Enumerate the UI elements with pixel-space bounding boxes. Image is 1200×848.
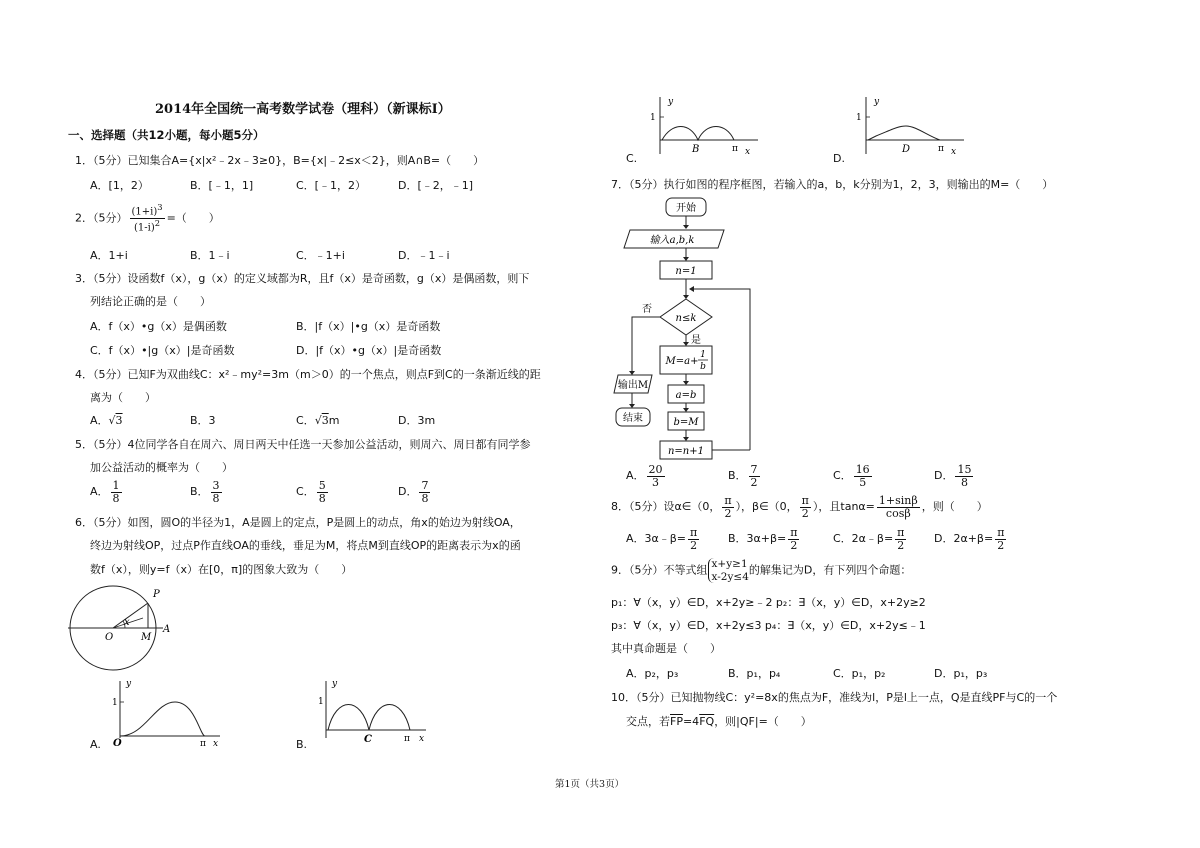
q7-a-num: 20 — [648, 463, 663, 476]
graph-c-mark: B — [692, 144, 700, 155]
fig-label-x: x — [124, 617, 130, 628]
fc-input: 输入a,b,k — [649, 235, 695, 246]
q9-option-d: D．p₁，p₃ — [934, 667, 988, 680]
q3-option-d: D．|f（x）•g（x）|是奇函数 — [296, 344, 442, 357]
q2-den-exp: 2 — [154, 217, 161, 228]
q8-b-label: B．3α+β= — [728, 532, 787, 546]
q8-option-d — [934, 527, 1008, 551]
q9-part2: 的解集记为D，有下列四个命题： — [748, 563, 912, 577]
q2-option-b: B．1﹣i — [190, 249, 230, 262]
q5-option-c — [296, 480, 330, 504]
q4-option-c — [296, 412, 339, 428]
graph-c-one: 1 — [650, 113, 656, 123]
q7-a-label: A． — [626, 469, 645, 483]
q8-d-two: 2 — [997, 538, 1005, 552]
q8-option-a — [626, 527, 701, 551]
fc-b: b=M — [673, 417, 699, 428]
q5-line2: 加公益活动的概率为（ ） — [90, 461, 233, 474]
q3-line1: 3．（5分）设函数f（x），g（x）的定义域都为R，且f（x）是奇函数，g（x）是偶函数，则下 — [75, 272, 530, 285]
q6-graph-a — [100, 676, 225, 746]
q5-d-den: 8 — [421, 491, 429, 505]
q8-pi-2: π — [801, 494, 809, 507]
q7-option-a — [626, 464, 667, 488]
q4-a-label: A． — [90, 414, 109, 427]
q5-b-label: B． — [190, 485, 209, 499]
graph-c-x: x — [745, 147, 751, 157]
fc-no: 否 — [642, 304, 652, 315]
fig-label-p: P — [153, 589, 160, 600]
graph-b-x: x — [419, 734, 425, 744]
q9-stem — [611, 558, 911, 583]
q10-line2 — [626, 713, 812, 729]
fig-label-m: M — [141, 632, 152, 643]
q9-sys-line2: x-2y≤4 — [711, 570, 749, 583]
sqrt-icon: √ — [108, 414, 116, 427]
q6-graph-d — [846, 92, 971, 157]
q7-d-den: 8 — [960, 475, 968, 489]
q1-option-b: B．[﹣1，1] — [190, 179, 254, 192]
q10-eq: =4 — [682, 715, 700, 728]
q8-two-2: 2 — [801, 506, 809, 520]
q5-option-a — [90, 480, 124, 504]
q5-d-num: 7 — [421, 479, 429, 492]
q2-num-exp: 3 — [157, 202, 163, 212]
q7-c-num: 16 — [855, 463, 870, 476]
q8-d-label: D．2α+β= — [934, 532, 994, 546]
graph-b-one: 1 — [318, 697, 324, 707]
q4-a-value: 3 — [115, 414, 123, 427]
q7-option-b — [728, 464, 762, 488]
q4-c-label: C． — [296, 414, 315, 427]
q4-line2: 离为（ ） — [90, 391, 156, 404]
q9-option-a: A．p₂，p₃ — [626, 667, 679, 680]
q8-two-1: 2 — [724, 506, 732, 520]
q2-fraction — [130, 203, 165, 234]
fc-m-den: b — [700, 362, 706, 372]
q2-prefix: 2．（5分） — [75, 211, 128, 225]
q7-option-c — [833, 464, 874, 488]
q2-num: (1+i) — [131, 206, 158, 218]
q8-c-pi: π — [897, 526, 905, 539]
q6-option-c-label: C. — [626, 152, 638, 165]
q7-b-den: 2 — [750, 475, 758, 489]
graph-a-mark: O — [113, 738, 122, 746]
graph-b-pi: π — [404, 734, 410, 744]
q2-stem — [75, 203, 220, 234]
q8-option-b — [728, 527, 801, 551]
q5-a-label: A． — [90, 485, 109, 499]
q8-part1: 8．（5分）设α∈（0， — [611, 500, 721, 514]
q4-c-suffix: m — [328, 414, 340, 427]
graph-c-pi: π — [732, 144, 738, 154]
q9-line4: 其中真命题是（ ） — [611, 642, 721, 655]
fig-label-o: O — [105, 632, 114, 643]
graph-d-pi: π — [938, 144, 944, 154]
q8-c-two: 2 — [897, 538, 905, 552]
q2-option-d: D．﹣1﹣i — [398, 249, 450, 262]
graph-d-one: 1 — [856, 113, 862, 123]
sqrt-icon: √ — [314, 414, 322, 427]
q9-option-c: C．p₁，p₂ — [833, 667, 886, 680]
graph-d-y: y — [874, 97, 880, 107]
q5-b-den: 8 — [212, 491, 220, 505]
q5-c-num: 5 — [318, 479, 326, 492]
q8-part4: ，则（ ） — [921, 500, 988, 514]
q8-c-label: C．2α﹣β= — [833, 532, 894, 546]
q8-part2: ），β∈（0， — [735, 500, 798, 514]
q6-line2: 终边为射线OP，过点P作直线OA的垂线，垂足为M，将点M到直线OP的距离表示为x的函 — [90, 539, 521, 552]
q7-flowchart — [612, 192, 772, 462]
fc-m-num: 1 — [700, 350, 706, 360]
q5-line1: 5．（5分）4位同学各自在周六、周日两天中任选一天参加公益活动，则周六、周日都有同学参 — [75, 438, 531, 451]
q4-c-value: 3 — [321, 414, 329, 427]
q8-b-pi: π — [790, 526, 798, 539]
q8-b-two: 2 — [790, 538, 798, 552]
q3-option-c: C．f（x）•|g（x）|是奇函数 — [90, 344, 235, 357]
q3-option-a: A．f（x）•g（x）是偶函数 — [90, 320, 227, 333]
fc-start: 开始 — [676, 203, 696, 214]
graph-a-one: 1 — [112, 698, 118, 708]
graph-a-pi: π — [200, 739, 206, 746]
q7-b-label: B． — [728, 469, 747, 483]
q8-a-label: A．3α﹣β= — [626, 532, 687, 546]
q5-d-label: D． — [398, 485, 418, 499]
q5-c-label: C． — [296, 485, 315, 499]
q7-d-num: 15 — [957, 463, 972, 476]
graph-b-y: y — [332, 679, 338, 689]
q2-den: (1-i) — [134, 222, 155, 234]
q1-stem: 1．（5分）已知集合A={x|x²﹣2x﹣3≥0}，B={x|﹣2≤x＜2}，则A∩B=（ ） — [75, 154, 485, 167]
q8-a-pi: π — [690, 526, 698, 539]
q7-d-label: D． — [934, 469, 954, 483]
q6-option-b-label: B. — [296, 738, 308, 751]
fc-yes: 是 — [691, 335, 701, 346]
q3-line2: 列结论正确的是（ ） — [90, 295, 211, 308]
q10-vector-fp: $\overline{FP}$ — [670, 715, 683, 728]
q9-line3: p₃：∀（x，y）∈D，x+2y≤3 p₄：∃（x，y）∈D，x+2y≤﹣1 — [611, 619, 926, 632]
graph-c-y: y — [668, 97, 674, 107]
fc-end: 结束 — [623, 413, 643, 424]
q10-line1: 10．（5分）已知抛物线C：y²=8x的焦点为F，准线为l，P是l上一点，Q是直线PF与C的一个 — [611, 691, 1058, 704]
fc-output: 输出M — [617, 380, 649, 391]
q8-d-pi: π — [997, 526, 1005, 539]
q9-system — [708, 558, 749, 583]
q3-option-b: B．|f（x）|•g（x）是奇函数 — [296, 320, 441, 333]
q7-stem: 7．（5分）执行如图的程序框图，若输入的a，b，k分别为1，2，3，则输出的M=（ ） — [611, 178, 1054, 191]
q5-b-num: 3 — [212, 479, 220, 492]
graph-d-mark: D — [902, 144, 911, 155]
q10-part2: ，则|QF|=（ ） — [714, 715, 812, 728]
q8-tan-num: 1+sinβ — [878, 494, 918, 507]
q7-b-num: 7 — [750, 463, 758, 476]
fig-label-a: A — [163, 624, 171, 635]
q4-line1: 4．（5分）已知F为双曲线C：x²﹣my²=3m（m＞0）的一个焦点，则点F到C的一条渐近线的距 — [75, 368, 541, 381]
q6-graph-c — [640, 92, 765, 157]
page-title: 2014年全国统一高考数学试卷（理科）（新课标Ⅰ） — [155, 102, 451, 117]
q5-a-num: 1 — [112, 479, 120, 492]
q9-sys-line1: x+y≥1 — [711, 558, 748, 570]
q8-part3: ），且tanα= — [812, 500, 875, 514]
fc-m-prefix: M=a+ — [665, 356, 699, 367]
q8-pi-1: π — [724, 494, 732, 507]
q1-option-a: A．[1，2） — [90, 179, 149, 192]
fc-cond: n≤k — [675, 313, 697, 324]
q6-circle-figure — [68, 583, 188, 673]
q2-suffix: =（ ） — [166, 211, 220, 225]
q6-line3: 数f（x），则y=f（x）在[0，π]的图象大致为（ ） — [90, 563, 353, 576]
q7-c-den: 5 — [859, 475, 867, 489]
q9-part1: 9．（5分）不等式组 — [611, 563, 708, 577]
q5-option-b — [190, 480, 224, 504]
graph-b-mark: C — [364, 734, 372, 745]
graph-a-y: y — [126, 679, 132, 689]
q4-option-a — [90, 412, 123, 428]
q1-option-d: D．[﹣2，﹣1] — [398, 179, 474, 192]
q7-c-label: C． — [833, 469, 852, 483]
q7-option-d — [934, 464, 975, 488]
q6-graph-b — [306, 676, 431, 746]
q8-a-two: 2 — [690, 538, 698, 552]
q2-option-c: C．﹣1+i — [296, 249, 345, 262]
q10-vector-fq: $\overline{FQ}$ — [699, 715, 715, 728]
section-heading: 一、选择题（共12小题，每小题5分） — [68, 128, 265, 142]
q5-a-den: 8 — [112, 491, 120, 505]
q6-option-d-label: D. — [833, 152, 845, 165]
page-footer: 第1页（共3页） — [555, 779, 625, 790]
q2-option-a: A．1+i — [90, 249, 128, 262]
fc-n: n=n+1 — [667, 446, 705, 457]
fc-init: n=1 — [675, 266, 697, 277]
graph-d-x: x — [951, 147, 957, 157]
q8-option-c — [833, 527, 908, 551]
q8-tan-den: cosβ — [885, 506, 911, 520]
q9-line2: p₁：∀（x，y）∈D，x+2y≥﹣2 p₂：∃（x，y）∈D，x+2y≥2 — [611, 596, 926, 609]
q8-stem — [611, 495, 988, 519]
q1-option-c: C．[﹣1，2） — [296, 179, 366, 192]
q6-line1: 6．（5分）如图，圆O的半径为1，A是圆上的定点，P是圆上的动点，角x的始边为射线OA， — [75, 516, 521, 529]
graph-a-x: x — [213, 739, 219, 746]
q5-c-den: 8 — [318, 491, 326, 505]
q6-option-a-label: A. — [90, 738, 101, 751]
q9-option-b: B．p₁，p₄ — [728, 667, 781, 680]
fc-a: a=b — [675, 390, 697, 401]
q5-option-d — [398, 480, 432, 504]
q4-option-b: B．3 — [190, 414, 216, 427]
q10-part1: 交点，若 — [626, 715, 670, 728]
q4-option-d: D．3m — [398, 414, 436, 427]
q7-a-den: 3 — [652, 475, 660, 489]
